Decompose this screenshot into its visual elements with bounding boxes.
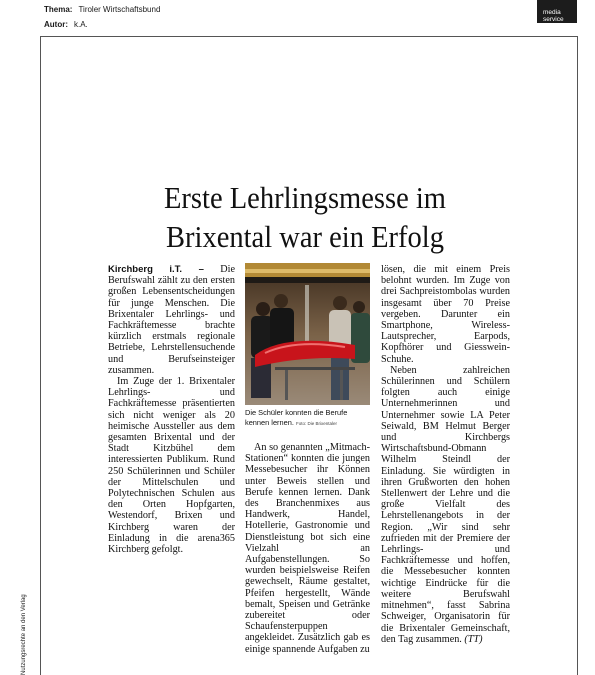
paragraph-3: An so genannten „Mitmach-Stationen“ konnten die jungen Messebesucher ihr Können unter Beweis stellen und Berufe kennen lernen. Dank des Branchenmixes aus Handwerk, Handel, Hotellerie, Gastronomie und Dienstleistung bot sich eine Vielzahl an Aufgabenstellungen. So wurden beispielsweise Reifen gewechselt, Räume gestaltet, Pfeifen hergestellt, Wände bemalt, Speisen und Getränke zubereitet oder Schaufensterpuppen angekleidet. Zusätzlich gab es einige spannende Aufgaben zu (245, 442, 370, 655)
paragraph-4-text: Neben zahlreichen Schülerinnen und Schülern folgten auch einige Unternehmerinnen und Unternehmer sowie LA Peter Seiwald, BM Helmut Berger und Kirchbergs Wirtschaftsbund-Obmann Wilhelm Steindl der Einladung. Sie würdigten in ihren Grußworten den hohen Stellenwert der Lehre und die große Vielfalt des Lehrstellenangebots in der Region. „Wir sind sehr zufrieden mit der Premiere der Lehrlings- und Fachkräftemesse und hoffen, die Messebesucher konnten wichtige Eindrücke für die weitere Berufswahl mitnehmen“, fasst Sabrina Schweiger, Organisatorin für die Brixentaler Gemeinschaft, den Tag zusammen. (381, 364, 510, 645)
caption-text: Die Schüler konnten die Berufe kennen lernen. (245, 408, 348, 427)
topic-value: Tiroler Wirtschaftsbund (78, 5, 161, 14)
photo-illustration (245, 263, 370, 405)
author-signature: (TT) (461, 633, 483, 645)
photo-caption (245, 408, 370, 428)
headline-line-2: Brixental war ein Erfolg (166, 219, 444, 254)
paragraph-2: Im Zuge der 1. Brixentaler Lehrlings- und Fachkräftemesse präsentierten sich nicht weniger als 20 heimische Aussteller aus dem gesamten Brixental und der Stadt Kitzbühel dem interessierten Publikum. Rund 250 Schülerinnen und Schüler der Mittelschulen und Polytechnischen Schulen aus den Orten Hopfgarten, Westendorf, Brixen und Kirchberg waren der Einladung in die arena365 Kirchberg gefolgt. (108, 376, 235, 556)
paragraph-1-text: Die Berufswahl zählt zu den ersten großen Lebensentscheidungen für junge Menschen. Die Brixentaler Lehrlings- und Fachkräftemesse brachte kürzlich erstmals regionale Betriebe, Lehrstellensuchende und Berufseinsteiger zusammen. (108, 264, 235, 376)
article-photo (245, 263, 370, 405)
topic-label: Thema: (44, 5, 73, 14)
photo-credit: Foto: Die Brixentaler (295, 420, 337, 426)
article-column-3 (381, 264, 510, 645)
dateline: Kirchberg i.T. – (108, 264, 204, 275)
headline-line-1: Erste Lehrlingsmesse im (164, 180, 446, 215)
paragraph-1 (108, 264, 235, 376)
logo-line-2: service (543, 16, 564, 23)
author-meta (44, 20, 88, 30)
article-column-1 (108, 264, 235, 555)
paragraph-4 (381, 365, 510, 645)
logo-line-1: media (543, 9, 561, 16)
article-column-2 (245, 442, 370, 655)
usage-rights-note: Nutzungsrechte an den Verlag (21, 594, 27, 675)
article-headline (116, 178, 493, 256)
paragraph-3-continued: lösen, die mit einem Preis belohnt wurden. Im Zuge von drei Sachpreistombolas wurden insgesamt über 70 Preise vergeben. Darunter ein Smartphone, Wireless-Lautsprecher, Earpods, Kopfhörer und Giesswein-Schuhe. (381, 264, 510, 365)
topic-meta (44, 5, 160, 15)
author-label: Autor: (44, 20, 68, 29)
media-service-logo (537, 0, 577, 23)
author-value: k.A. (74, 20, 88, 29)
